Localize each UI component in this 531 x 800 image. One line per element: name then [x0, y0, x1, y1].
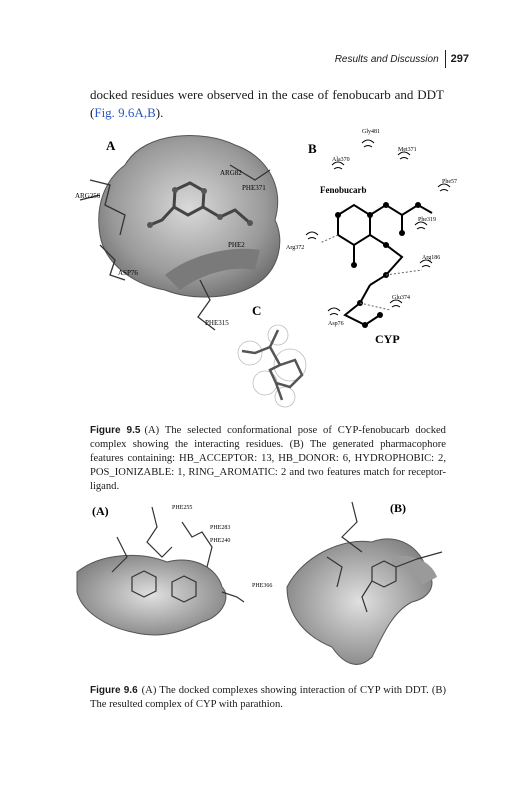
residue-asp76-b: Asp76	[328, 321, 344, 327]
figure-9-6	[72, 497, 462, 677]
protein-label: CYP	[375, 332, 400, 346]
residue-phe319: Phe319	[418, 217, 436, 223]
panel-b-label: B	[308, 141, 317, 156]
caption-label-9-6: Figure 9.6	[90, 685, 138, 696]
panel-b-label-9-6: (B)	[390, 501, 406, 515]
ligand-name: Fenobucarb	[320, 185, 367, 195]
page-number: 297	[450, 53, 469, 65]
residue-arg256: ARG256	[75, 192, 101, 200]
residue-arg186: Arg186	[422, 255, 441, 261]
panel-a-surface	[80, 135, 280, 330]
residue-phe283: PHE283	[210, 525, 231, 531]
residue-ala370: Ala370	[332, 157, 350, 163]
figure-9-5-caption	[90, 424, 446, 494]
paragraph-tail: ).	[155, 105, 164, 120]
residue-phe366: PHE366	[252, 583, 273, 589]
header-divider	[445, 50, 446, 68]
residue-phe255: PHE255	[172, 505, 193, 511]
residue-phe371: PHE371	[242, 184, 266, 192]
figure-9-5	[70, 125, 470, 415]
caption-text-9-6: (A) The docked complexes showing interaction of CYP with DDT. (B) The resulted complex of CYP with parathion.	[90, 685, 446, 710]
residue-arg82: ARG82	[220, 169, 242, 177]
running-header	[335, 50, 469, 68]
residue-met371: Met371	[398, 147, 417, 153]
residue-glu374: Glu374	[392, 295, 410, 301]
paragraph-text: docked residues were observed in the case of fenobucarb and DDT (	[90, 87, 444, 120]
figure-link[interactable]: Fig. 9.6A,B	[94, 105, 156, 120]
residue-phe315: PHE315	[205, 319, 229, 327]
residue-asp76: ASP76	[118, 269, 138, 277]
residue-phe240: PHE240	[210, 538, 231, 544]
caption-label-9-5: Figure 9.5	[90, 425, 141, 436]
residue-phe2: PHE2	[228, 241, 245, 249]
panel-a-label: A	[106, 138, 116, 153]
caption-text-9-5: (A) The selected conformational pose of CYP-fenobucarb docked complex showing the interacting residues. (B) The generated pharmacophore features containing: HB_ACCEPTOR: 13, HB_DONOR: 6, HYDROPHOBIC: 2, POS_IONIZABLE: 1, RING_AROMATIC: 2 and two features match for receptor-ligand.	[90, 425, 446, 492]
panel-c-pharmacophore	[238, 325, 306, 407]
residue-arg372: Arg372	[286, 245, 305, 251]
panel-b-diagram	[306, 140, 450, 328]
residue-phe57: Phe57	[442, 179, 457, 185]
figure-9-6-caption	[90, 684, 446, 712]
panel-a-label-9-6: (A)	[92, 504, 109, 518]
body-paragraph	[90, 86, 444, 122]
panel-b-parathion-complex	[287, 502, 442, 664]
section-title: Results and Discussion	[334, 53, 439, 65]
residue-gly481: Gly481	[362, 129, 380, 135]
panel-c-label: C	[252, 303, 262, 318]
